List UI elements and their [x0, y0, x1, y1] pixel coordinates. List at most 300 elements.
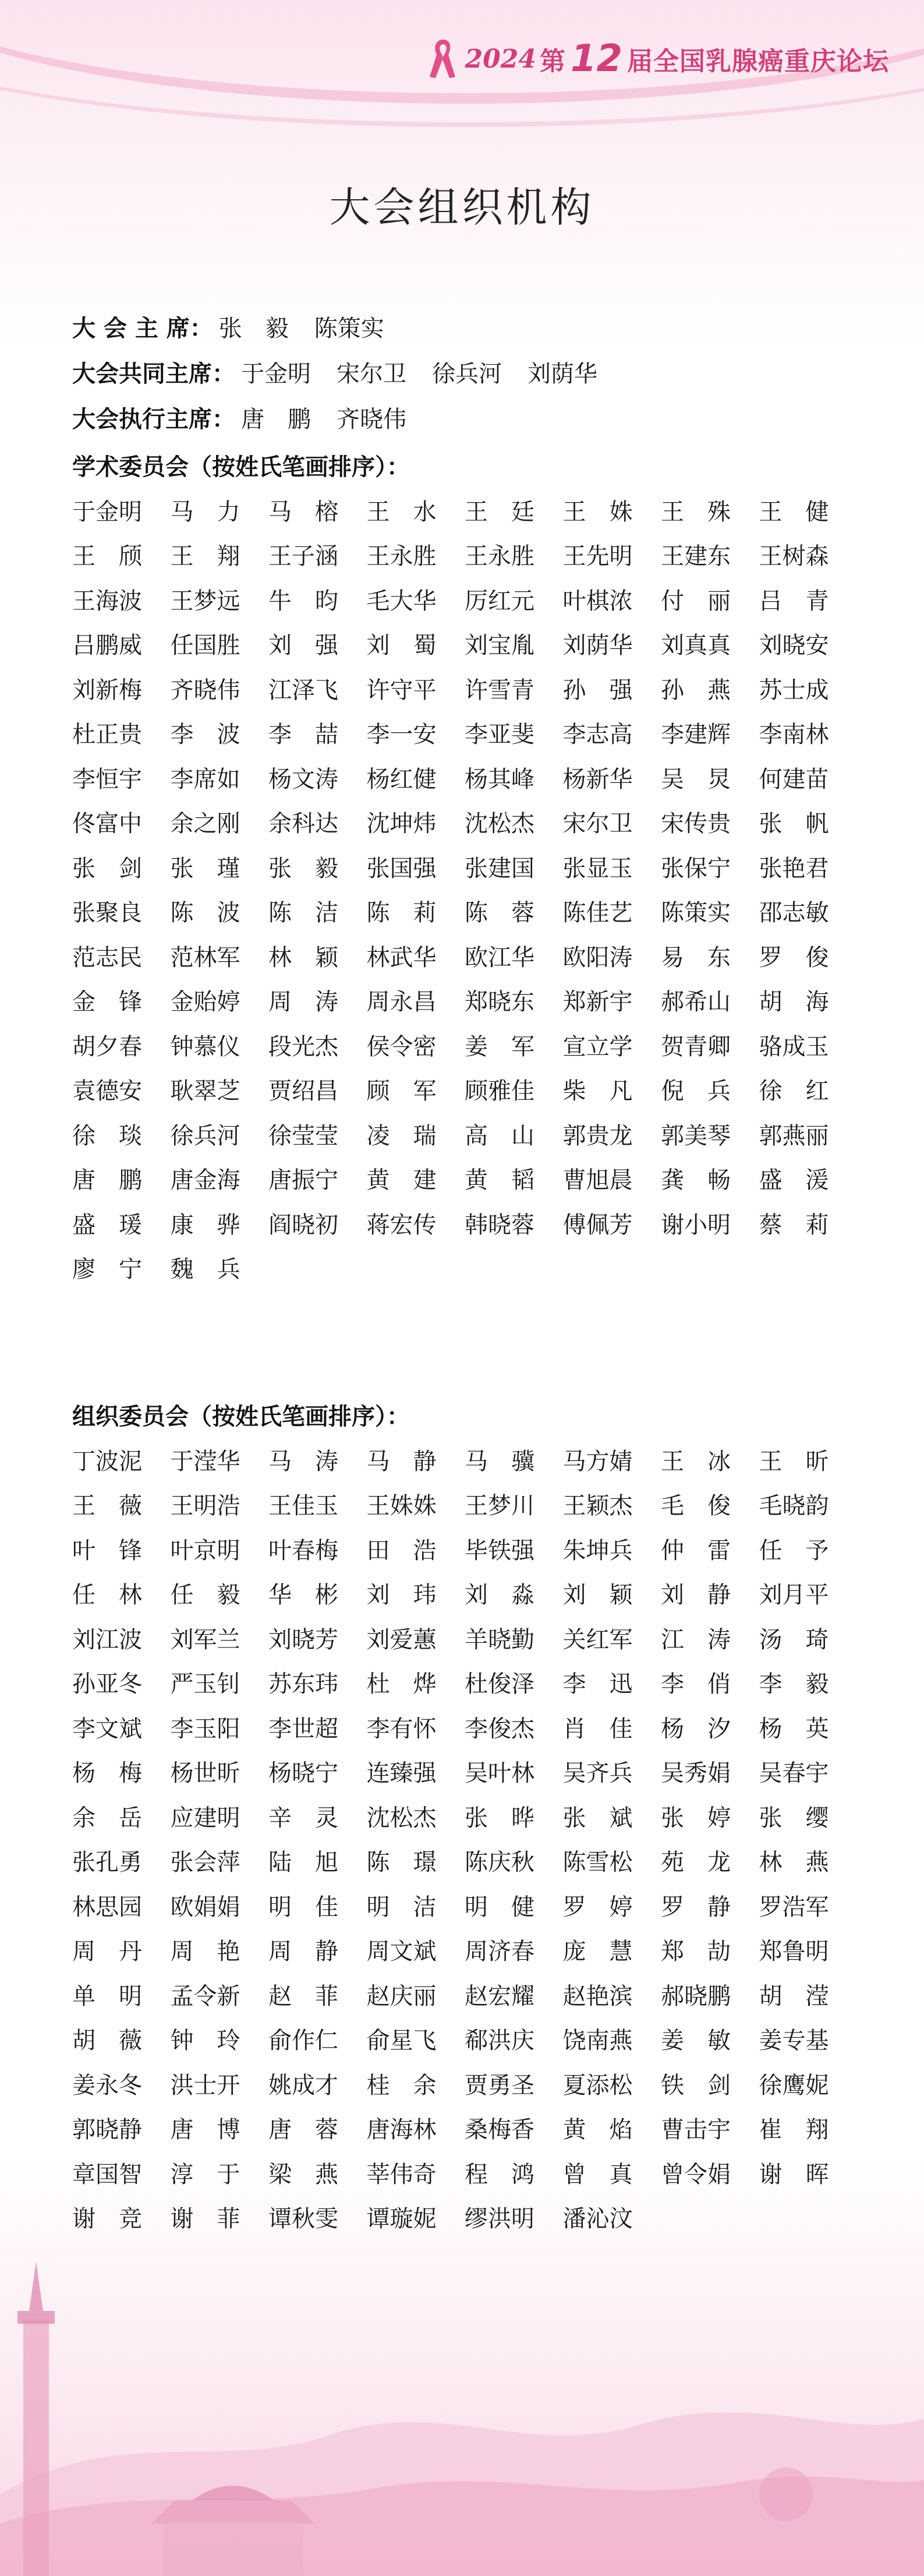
member-name: 李有怀	[366, 1715, 437, 1742]
member-name: 胡夕春	[72, 1033, 142, 1060]
member-name: 赵宏耀	[465, 1982, 534, 2010]
member-name: 徐 琰	[72, 1122, 142, 1149]
member-name: 淳 于	[170, 2161, 240, 2188]
member-name: 宣立学	[562, 1033, 633, 1060]
member-name: 李志高	[562, 721, 633, 749]
member-name: 唐金海	[170, 1167, 240, 1194]
member-name: 王 水	[366, 498, 437, 525]
member-name: 徐鹰妮	[759, 2072, 829, 2099]
header-title: 届全国乳腺癌重庆论坛	[627, 47, 889, 76]
member-name: 杜 烨	[366, 1671, 437, 1698]
member-name: 桂 余	[366, 2072, 437, 2099]
member-name: 王永胜	[366, 543, 437, 570]
member-name: 洪士开	[170, 2072, 240, 2099]
member-name: 赵庆丽	[366, 1982, 437, 2010]
member-name: 杜正贵	[72, 721, 142, 749]
member-name: 周济春	[465, 1938, 534, 1965]
member-name: 姜 敏	[661, 2027, 731, 2055]
member-name: 王树森	[759, 543, 829, 570]
member-name: 顾 军	[366, 1078, 437, 1105]
member-name: 徐兵河	[170, 1122, 240, 1149]
member-name: 曾 真	[562, 2161, 633, 2188]
member-name: 吴 炅	[661, 765, 731, 793]
member-name: 田 浩	[366, 1537, 437, 1564]
member-name: 唐 鹏	[72, 1167, 142, 1194]
member-name: 夏添松	[562, 2072, 633, 2099]
member-name: 吕鹏威	[72, 632, 142, 659]
member-name: 王 姝	[562, 498, 633, 525]
member-name: 孙 强	[562, 676, 633, 704]
member-name: 林 颖	[268, 944, 338, 971]
page-title: 大会组织机构	[329, 184, 595, 231]
member-name: 王佳玉	[268, 1492, 338, 1520]
member-name: 张保宁	[661, 855, 731, 882]
member-name: 章国智	[72, 2161, 142, 2188]
member-name: 林武华	[366, 944, 437, 971]
member-name: 陈庆秋	[465, 1849, 534, 1876]
member-name: 欧阳涛	[562, 944, 633, 971]
member-name: 钟慕仪	[170, 1033, 240, 1060]
member-name: 王子涵	[268, 543, 338, 570]
member-name: 许守平	[366, 676, 437, 704]
organizing-committee-names	[72, 1437, 852, 2239]
member-name: 罗 俊	[759, 944, 829, 971]
member-name: 康 骅	[170, 1211, 240, 1238]
member-name: 龚 畅	[661, 1167, 731, 1194]
member-name: 罗浩军	[759, 1893, 829, 1921]
member-name: 耿翠芝	[170, 1078, 240, 1105]
member-name: 刘 蜀	[366, 632, 437, 659]
member-name: 马 骥	[465, 1448, 534, 1475]
member-name: 盛 湲	[759, 1167, 829, 1194]
member-name: 刘 淼	[465, 1582, 534, 1609]
member-name: 蔡 莉	[759, 1211, 829, 1238]
member-name: 余之刚	[170, 810, 240, 838]
member-name: 王 薇	[72, 1492, 142, 1520]
member-name: 朱坤兵	[562, 1537, 633, 1564]
member-name: 李建辉	[661, 721, 731, 749]
member-name: 严玉钊	[170, 1671, 240, 1698]
role-line	[72, 397, 852, 442]
member-name: 苏士成	[759, 676, 829, 704]
member-name: 陈 莉	[366, 899, 437, 927]
member-name: 陈雪松	[562, 1849, 633, 1876]
member-name: 桑梅香	[465, 2116, 534, 2144]
member-name: 阎晓初	[268, 1211, 338, 1238]
member-name: 苏东玮	[268, 1671, 338, 1698]
member-name: 骆成玉	[759, 1033, 829, 1060]
member-name: 郝晓鹏	[661, 1982, 731, 2010]
member-name: 姚成才	[268, 2072, 338, 2099]
member-name: 王永胜	[465, 543, 534, 570]
member-name: 明 佳	[268, 1893, 338, 1921]
member-name: 汤 琦	[759, 1626, 829, 1653]
member-name: 刘 颖	[562, 1582, 633, 1609]
member-name: 张艳君	[759, 855, 829, 882]
member-name: 吴齐兵	[562, 1760, 633, 1787]
role-line	[72, 351, 852, 397]
member-name: 谢 竞	[72, 2206, 142, 2233]
role-person-name: 徐兵河	[432, 361, 502, 387]
member-name: 厉红元	[465, 587, 534, 615]
member-name: 张 帆	[759, 810, 829, 838]
member-name: 胡 薇	[72, 2027, 142, 2055]
member-name: 刘 强	[268, 632, 338, 659]
member-name: 欧江华	[465, 944, 534, 971]
member-name: 范志民	[72, 944, 142, 971]
role-list	[72, 306, 852, 442]
member-name: 余 岳	[72, 1804, 142, 1832]
member-name: 张 瑾	[170, 855, 240, 882]
member-name: 金 锋	[72, 989, 142, 1016]
member-name: 刘月平	[759, 1582, 829, 1609]
member-name: 倪 兵	[661, 1078, 731, 1105]
member-name: 毛晓韵	[759, 1492, 829, 1520]
member-name: 李玉阳	[170, 1715, 240, 1742]
member-name: 何建苗	[759, 765, 829, 793]
role-person-name: 陈策实	[314, 315, 384, 342]
member-name: 胡 海	[759, 989, 829, 1016]
member-name: 杨红健	[366, 765, 437, 793]
member-name: 毕铁强	[465, 1537, 534, 1564]
member-name: 曹旭晨	[562, 1167, 633, 1194]
header-number: 12	[570, 37, 622, 80]
member-name: 杨 汐	[661, 1715, 731, 1742]
member-name: 叶春梅	[268, 1537, 338, 1564]
member-name: 于滢华	[170, 1448, 240, 1475]
academic-committee-heading: 学术委员会（按姓氏笔画排序）：	[72, 453, 410, 481]
member-name: 周 艳	[170, 1938, 240, 1965]
member-name: 羊晓勤	[465, 1626, 534, 1653]
member-name: 邵志敏	[759, 899, 829, 927]
member-name: 李文斌	[72, 1715, 142, 1742]
member-name: 周永昌	[366, 989, 437, 1016]
member-name: 凌 瑞	[366, 1122, 437, 1149]
role-line	[72, 306, 852, 351]
member-name: 饶南燕	[562, 2027, 633, 2055]
member-name: 黄 建	[366, 1167, 437, 1194]
member-name: 魏 兵	[170, 1256, 240, 1283]
member-name: 袁德安	[72, 1078, 142, 1105]
member-name: 陈 波	[170, 899, 240, 927]
member-name: 杨文涛	[268, 765, 338, 793]
academic-committee-names	[72, 488, 852, 1290]
pink-ribbon-icon	[425, 36, 461, 82]
header-prefix: 第	[539, 47, 566, 76]
member-name: 沈松杰	[465, 810, 534, 838]
member-name: 郭美琴	[661, 1122, 731, 1149]
member-name: 华 彬	[268, 1582, 338, 1609]
member-name: 罗 婷	[562, 1893, 633, 1921]
member-name: 王姝姝	[366, 1492, 437, 1520]
member-name: 曹击宇	[661, 2116, 731, 2144]
member-name: 杨晓宁	[268, 1760, 338, 1787]
member-name: 李 迅	[562, 1671, 633, 1698]
member-name: 李 波	[170, 721, 240, 749]
member-name: 杨新华	[562, 765, 633, 793]
member-name: 叶 锋	[72, 1537, 142, 1564]
member-name: 张建国	[465, 855, 534, 882]
member-name: 郑晓东	[465, 989, 534, 1016]
member-name: 刘军兰	[170, 1626, 240, 1653]
role-person-name: 张 毅	[218, 315, 289, 342]
member-name: 杨 英	[759, 1715, 829, 1742]
member-name: 李恒宇	[72, 765, 142, 793]
member-name: 李 毅	[759, 1671, 829, 1698]
member-name: 毛大华	[366, 587, 437, 615]
member-name: 金贻婷	[170, 989, 240, 1016]
member-name: 谢小明	[661, 1211, 731, 1238]
member-name: 曾令娟	[661, 2161, 731, 2188]
member-name: 江 涛	[661, 1626, 731, 1653]
role-person-name: 齐晓伟	[337, 406, 406, 433]
member-name: 吕 青	[759, 587, 829, 615]
member-name: 高 山	[465, 1122, 534, 1149]
member-name: 余科达	[268, 810, 338, 838]
member-name: 任国胜	[170, 632, 240, 659]
member-name: 肖 佳	[562, 1715, 633, 1742]
organization-content	[72, 306, 852, 2239]
member-name: 苑 龙	[661, 1849, 731, 1876]
member-name: 郭贵龙	[562, 1122, 633, 1149]
member-name: 李 喆	[268, 721, 338, 749]
member-name: 王 健	[759, 498, 829, 525]
forum-logo	[425, 36, 889, 82]
member-name: 傅佩芳	[562, 1211, 633, 1238]
member-name: 吴叶林	[465, 1760, 534, 1787]
member-name: 姜 军	[465, 1033, 534, 1060]
member-name: 杨其峰	[465, 765, 534, 793]
member-name: 周 涛	[268, 989, 338, 1016]
member-name: 陈 璟	[366, 1849, 437, 1876]
member-name: 唐 蓉	[268, 2116, 338, 2144]
member-name: 程 鸿	[465, 2161, 534, 2188]
member-name: 王梦川	[465, 1492, 534, 1520]
member-name: 杨 梅	[72, 1760, 142, 1787]
member-name: 黄 焰	[562, 2116, 633, 2144]
member-name: 丁波泥	[72, 1448, 142, 1475]
member-name: 周文斌	[366, 1938, 437, 1965]
member-name: 范林军	[170, 944, 240, 971]
member-name: 贺青卿	[661, 1033, 731, 1060]
member-name: 杜俊泽	[465, 1671, 534, 1698]
member-name: 刘晓芳	[268, 1626, 338, 1653]
member-name: 刘爱蕙	[366, 1626, 437, 1653]
member-name: 孟令新	[170, 1982, 240, 2010]
member-name: 郭燕丽	[759, 1122, 829, 1149]
member-name: 王海波	[72, 587, 142, 615]
member-name: 吴秀娟	[661, 1760, 731, 1787]
member-name: 盛 瑗	[72, 1211, 142, 1238]
member-name: 张孔勇	[72, 1849, 142, 1876]
member-name: 牛 昀	[268, 587, 338, 615]
member-name: 唐海林	[366, 2116, 437, 2144]
role-person-name: 于金明	[241, 361, 311, 387]
role-person-name: 唐 鹏	[241, 406, 311, 433]
member-name: 黄 韬	[465, 1167, 534, 1194]
member-name: 张 毅	[268, 855, 338, 882]
member-name: 王颖杰	[562, 1492, 633, 1520]
member-name: 贾勇圣	[465, 2072, 534, 2099]
member-name: 任 毅	[170, 1582, 240, 1609]
member-name: 俞星飞	[366, 2027, 437, 2055]
member-name: 刘 静	[661, 1582, 731, 1609]
member-name: 唐振宁	[268, 1167, 338, 1194]
member-name: 李席如	[170, 765, 240, 793]
member-name: 缪洪明	[465, 2206, 534, 2233]
member-name: 王梦远	[170, 587, 240, 615]
member-name: 赵艳滨	[562, 1982, 633, 2010]
member-name: 李世超	[268, 1715, 338, 1742]
member-name: 唐 博	[170, 2116, 240, 2144]
member-name: 廖 宁	[72, 1256, 142, 1283]
member-name: 付 丽	[661, 587, 731, 615]
member-name: 徐 红	[759, 1078, 829, 1105]
member-name: 陈佳艺	[562, 899, 633, 927]
member-name: 马 涛	[268, 1448, 338, 1475]
member-name: 谢 晖	[759, 2161, 829, 2188]
member-name: 张 缨	[759, 1804, 829, 1832]
member-name: 胡 滢	[759, 1982, 829, 2010]
member-name: 崔 翔	[759, 2116, 829, 2144]
role-person-name: 宋尔卫	[337, 361, 406, 387]
member-name: 杨世昕	[170, 1760, 240, 1787]
member-name: 梁 燕	[268, 2161, 338, 2188]
role-names	[219, 313, 384, 344]
member-name: 欧娟娟	[170, 1893, 240, 1921]
member-name: 顾雅佳	[465, 1078, 534, 1105]
member-name: 王 廷	[465, 498, 534, 525]
member-name: 郭晓静	[72, 2116, 142, 2144]
member-name: 罗 静	[661, 1893, 731, 1921]
member-name: 段光杰	[268, 1033, 338, 1060]
member-name: 宋传贵	[661, 810, 731, 838]
member-name: 王 昕	[759, 1448, 829, 1475]
member-name: 钟 玲	[170, 2027, 240, 2055]
member-name: 张 剑	[72, 855, 142, 882]
member-name: 叶棋浓	[562, 587, 633, 615]
chongqing-skyline-illustration	[0, 2250, 924, 2576]
section-gap	[72, 1290, 852, 1392]
member-name: 王 殊	[661, 498, 731, 525]
member-name: 庞 慧	[562, 1938, 633, 1965]
member-name: 应建明	[170, 1804, 240, 1832]
member-name: 张国强	[366, 855, 437, 882]
member-name: 铁 剑	[661, 2072, 731, 2099]
header-year: 2024	[465, 44, 536, 74]
member-name: 蒋宏传	[366, 1211, 437, 1238]
member-name: 谭璇妮	[366, 2206, 437, 2233]
member-name: 郗洪庆	[465, 2027, 534, 2055]
member-name: 李一安	[366, 721, 437, 749]
member-name: 刘荫华	[562, 632, 633, 659]
member-name: 张显玉	[562, 855, 633, 882]
member-name: 王 翔	[170, 543, 240, 570]
role-label: 大会执行主席：	[72, 406, 235, 433]
member-name: 柴 凡	[562, 1078, 633, 1105]
member-name: 李俊杰	[465, 1715, 534, 1742]
member-name: 孙 燕	[661, 676, 731, 704]
member-name: 辛 灵	[268, 1804, 338, 1832]
member-name: 郑新宇	[562, 989, 633, 1016]
member-name: 李亚斐	[465, 721, 534, 749]
member-name: 李 俏	[661, 1671, 731, 1698]
member-name: 齐晓伟	[170, 676, 240, 704]
member-name: 连臻强	[366, 1760, 437, 1787]
member-name: 沈松杰	[366, 1804, 437, 1832]
member-name: 王建东	[661, 543, 731, 570]
member-name: 刘晓安	[759, 632, 829, 659]
member-name: 许雪青	[465, 676, 534, 704]
member-name: 于金明	[72, 498, 142, 525]
member-name: 马 静	[366, 1448, 437, 1475]
member-name: 侯令密	[366, 1033, 437, 1060]
member-name: 王 颀	[72, 543, 142, 570]
member-name: 任 予	[759, 1537, 829, 1564]
member-name: 马 力	[170, 498, 240, 525]
member-name: 张 晔	[465, 1804, 534, 1832]
member-name: 陈 蓉	[465, 899, 534, 927]
member-name: 陈策实	[661, 899, 731, 927]
member-name: 单 明	[72, 1982, 142, 2010]
member-name: 谢 菲	[170, 2206, 240, 2233]
member-name: 周 静	[268, 1938, 338, 1965]
role-names	[241, 404, 406, 435]
role-person-name: 刘荫华	[528, 361, 597, 387]
member-name: 潘沁汶	[562, 2206, 633, 2233]
member-name: 刘江波	[72, 1626, 142, 1653]
organizing-committee-heading: 组织委员会（按姓氏笔画排序）：	[72, 1403, 410, 1430]
role-names	[241, 359, 597, 389]
member-name: 刘宝胤	[465, 632, 534, 659]
member-name: 王先明	[562, 543, 633, 570]
member-name: 陆 旭	[268, 1849, 338, 1876]
role-label: 大 会 主 席：	[72, 315, 213, 342]
member-name: 郝希山	[661, 989, 731, 1016]
member-name: 刘真真	[661, 632, 731, 659]
member-name: 郑鲁明	[759, 1938, 829, 1965]
member-name: 林思园	[72, 1893, 142, 1921]
member-name: 张 斌	[562, 1804, 633, 1832]
member-name: 马方婧	[562, 1448, 633, 1475]
member-name: 姜永冬	[72, 2072, 142, 2099]
member-name: 关红军	[562, 1626, 633, 1653]
member-name: 徐莹莹	[268, 1122, 338, 1149]
member-name: 仲 雷	[661, 1537, 731, 1564]
member-name: 刘新梅	[72, 676, 142, 704]
member-name: 叶京明	[170, 1537, 240, 1564]
role-label: 大会共同主席：	[72, 361, 235, 387]
member-name: 宋尔卫	[562, 810, 633, 838]
member-name: 刘 玮	[366, 1582, 437, 1609]
member-name: 贾绍昌	[268, 1078, 338, 1105]
member-name: 张聚良	[72, 899, 142, 927]
member-name: 赵 菲	[268, 1982, 338, 2010]
member-name: 任 林	[72, 1582, 142, 1609]
member-name: 易 东	[661, 944, 731, 971]
member-name: 明 洁	[366, 1893, 437, 1921]
member-name: 毛 俊	[661, 1492, 731, 1520]
member-name: 俞作仁	[268, 2027, 338, 2055]
member-name: 郑 劼	[661, 1938, 731, 1965]
member-name: 韩晓蓉	[465, 1211, 534, 1238]
member-name: 林 燕	[759, 1849, 829, 1876]
member-name: 谭秋雯	[268, 2206, 338, 2233]
member-name: 孙亚冬	[72, 1671, 142, 1698]
member-name: 周 丹	[72, 1938, 142, 1965]
member-name: 江泽飞	[268, 676, 338, 704]
member-name: 张会萍	[170, 1849, 240, 1876]
